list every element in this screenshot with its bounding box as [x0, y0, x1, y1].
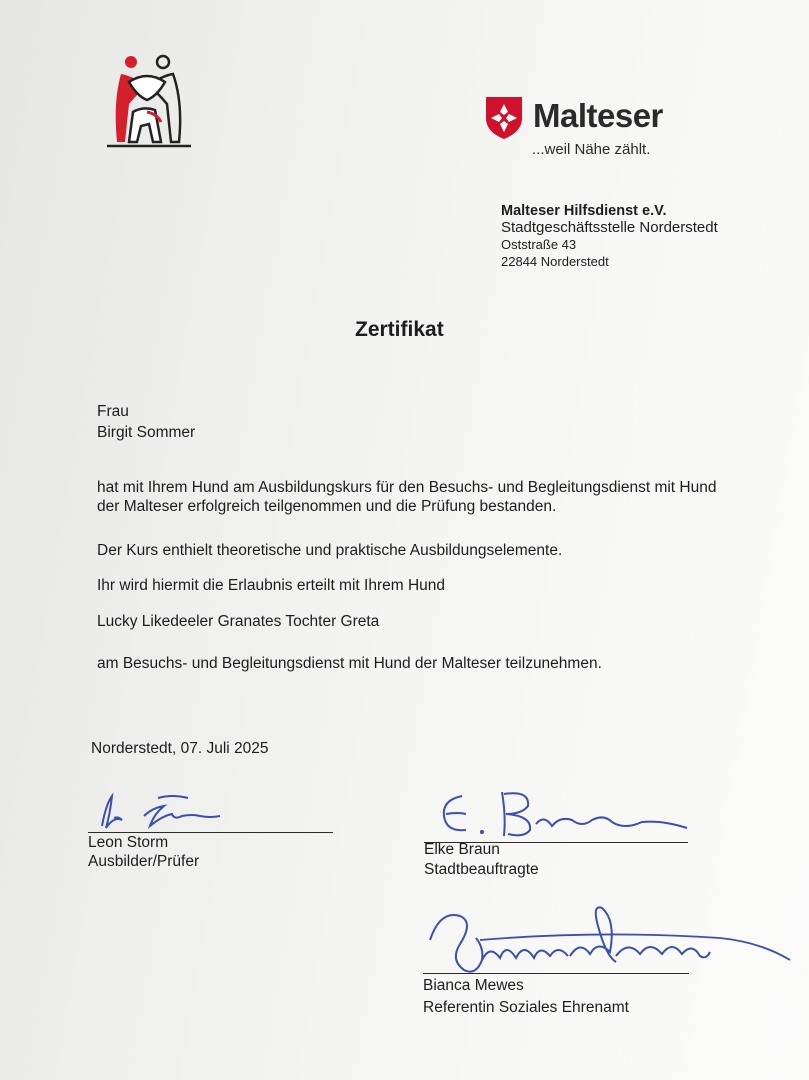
malteser-cross-shield-icon	[485, 96, 523, 145]
dog-name: Lucky Likedeeler Granates Tochter Greta	[97, 613, 380, 630]
salutation: Frau	[97, 403, 129, 420]
paragraph-course: Der Kurs enthielt theoretische und praktische Ausbildungselemente.	[97, 542, 563, 559]
paragraph-participation: am Besuchs- und Begleitungsdienst mit Hund der Malteser teilzunehmen.	[97, 655, 602, 672]
sender-address	[501, 203, 718, 270]
signature-line-3	[423, 973, 689, 974]
signer-name-1: Leon Storm	[88, 834, 169, 851]
document-title: Zertifikat	[355, 318, 444, 341]
signer-role-3: Referentin Soziales Ehrenamt	[423, 999, 629, 1016]
signer-name-3: Bianca Mewes	[423, 977, 524, 994]
brand-slogan: ...weil Nähe zählt.	[532, 141, 651, 158]
place-date: Norderstedt, 07. Juli 2025	[91, 740, 269, 757]
signer-role-1: Ausbilder/Prüfer	[88, 853, 200, 870]
brand-name: Malteser	[533, 97, 663, 134]
signer-name-2: Elke Braun	[424, 841, 500, 858]
address-city: 22844 Norderstedt	[501, 254, 609, 269]
address-office: Stadtgeschäftsstelle Norderstedt	[501, 219, 718, 236]
paragraph-completion: hat mit Ihrem Hund am Ausbildungskurs für den Besuchs- und Begleitungsdienst mit Hund der Malteser erfolgreich teilgenommen und die Prüfung bestanden.	[97, 479, 717, 515]
address-org: Malteser Hilfsdienst e.V.	[501, 203, 667, 219]
signer-role-2: Stadtbeauftragte	[424, 861, 539, 878]
recipient-name: Birgit Sommer	[97, 424, 196, 441]
paragraph-permission: Ihr wird hiermit die Erlaubnis erteilt mit Ihrem Hund	[97, 577, 446, 594]
visiting-dog-service-logo-icon	[103, 52, 195, 159]
address-street: Oststraße 43	[501, 237, 577, 252]
